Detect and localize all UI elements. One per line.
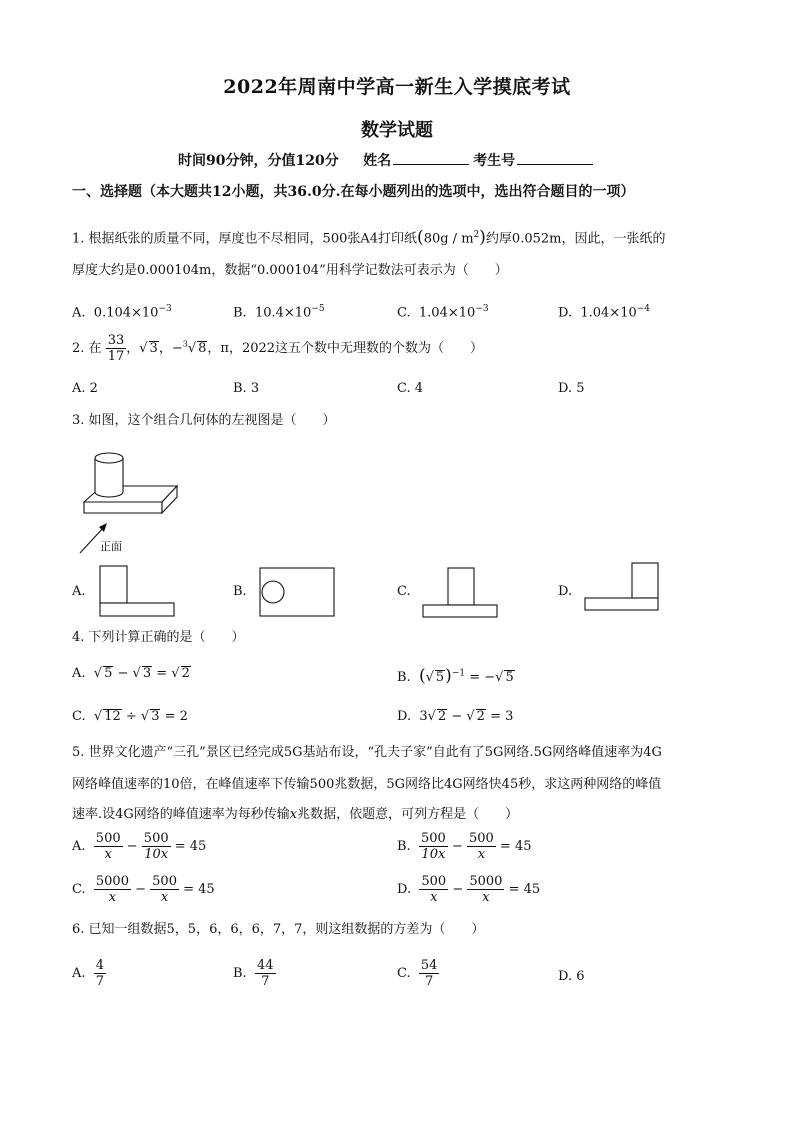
option-value: 1.04×10 [418, 305, 476, 321]
fraction [142, 831, 171, 862]
slab-front [84, 502, 162, 513]
option-letter: B. [233, 381, 247, 396]
fraction-numerator: 500 [420, 831, 446, 846]
q2-option-a[interactable] [72, 381, 98, 396]
radicand: 2 [476, 709, 485, 724]
student-id-label: 考生号 [473, 153, 516, 169]
fraction-denominator: 10x [421, 847, 446, 862]
q2-suffix: ，2022这五个数中无理数的个数为（ ） [228, 341, 484, 356]
cylinder-body [95, 458, 123, 497]
q1-paren-open: ( [417, 227, 424, 248]
option-letter: B. [233, 305, 247, 321]
option-letter: C. [397, 381, 411, 396]
inner-circle [262, 581, 284, 603]
fraction [94, 831, 123, 862]
option-letter: D. [397, 709, 412, 724]
q1-paper-weight: 80g / m [423, 231, 474, 247]
q3-option-b-label[interactable]: B. [233, 584, 247, 599]
option-letter: D. [558, 305, 573, 321]
equation-rhs: = 45 [183, 882, 215, 897]
fraction [94, 874, 131, 905]
paren: ) [445, 666, 452, 686]
q1-text-a: 1. 根据纸张的质量不同，厚度也不尽相同， [72, 231, 323, 247]
q1-option-b[interactable] [233, 304, 325, 320]
radicand: 5 [505, 670, 514, 685]
fraction-numerator: 5000 [469, 874, 503, 889]
fraction [419, 958, 440, 989]
fraction-numerator: 33 [107, 333, 125, 348]
base-rect [100, 603, 174, 616]
exponent: −1 [451, 668, 466, 679]
fraction-denominator: x [477, 847, 486, 862]
radicand: 3 [151, 709, 160, 724]
radicand: 3 [142, 666, 152, 681]
q5-option-c[interactable]: C. $\frac{5000}{x}$ − $\frac{500}{x}$ = 45 [72, 874, 215, 905]
equation-rhs: = 45 [508, 882, 541, 897]
q1-text-d: ，因此，一张纸的 [561, 231, 666, 247]
q3-option-a-figure[interactable] [99, 565, 179, 619]
fraction [419, 831, 448, 862]
option-letter: A. [72, 839, 86, 854]
student-id-blank[interactable] [517, 150, 593, 165]
q3-option-c-label[interactable]: C. [397, 584, 411, 599]
q1-paren-close: ) [479, 227, 486, 248]
option-value: 4 [414, 381, 424, 396]
q5-option-a[interactable]: A. $\frac{500}{x}$ − $\frac{500}{10x}$ = 45 [72, 831, 207, 862]
option-letter: A. [72, 966, 86, 981]
fraction-numerator: 54 [420, 958, 438, 973]
q1-value: 0.000104m [137, 263, 212, 278]
option-value: 1.04×10 [580, 305, 637, 321]
radicand: 5 [104, 666, 113, 681]
q1-option-c[interactable] [397, 304, 489, 320]
option-value: 3 [250, 381, 260, 396]
q1-text-b: 张A4打印纸 [347, 231, 418, 247]
question-4: 4. 下列计算正确的是（ ） [72, 630, 245, 645]
front-label: 正面 [100, 540, 122, 553]
option-letter: C. [397, 305, 411, 321]
option-letter: A. [72, 381, 86, 396]
exam-title: 2022年周南中学高一新生入学摸底考试 [223, 76, 571, 98]
q2-cube-index: 3 [182, 339, 188, 349]
exam-subject: 数学试题 [361, 120, 433, 141]
fraction [150, 874, 179, 905]
radicand: 5 [435, 670, 445, 685]
q5-option-d[interactable]: D. $\frac{500}{x}$ − $\frac{5000}{x}$ = 45 [397, 874, 541, 905]
q4-option-b[interactable]: B. (√ 5)$^{-1}$ = −√ 5 [397, 666, 514, 686]
question-1-line-1 [72, 226, 665, 248]
exam-time-score: 时间90分钟，分值120分 [178, 153, 339, 169]
tall-rect [448, 568, 474, 605]
base-rect [585, 598, 658, 610]
q3-option-a-label[interactable]: A. [72, 584, 86, 599]
name-blank[interactable] [393, 150, 469, 165]
q2-pi: π [220, 341, 229, 356]
q2-option-d[interactable] [558, 381, 585, 396]
fraction-denominator: 7 [261, 974, 270, 989]
option-exp: −3 [158, 304, 172, 314]
radicand: 12 [104, 709, 121, 724]
question-5-line-2: 网络峰值速率的10倍，在峰值速率下传输500兆数据，5G网络比4G网络快45秒，求这两种网络的峰值 [72, 777, 662, 792]
option-letter: D. [558, 969, 573, 984]
question-3: 3. 如图，这个组合几何体的左视图是（ ） [72, 413, 336, 428]
q1-500: 500 [322, 231, 348, 247]
section-title: 一、选择题（本大题共12小题，共36.0分.在每小题列出的选项中，选出符合题目的一项） [72, 184, 635, 200]
q3-solid-figure [72, 440, 192, 560]
option-letter: C. [72, 709, 86, 724]
equation-rhs: = 45 [174, 839, 207, 854]
q2-option-c[interactable] [397, 381, 423, 396]
q6-option-b[interactable] [233, 958, 276, 989]
fraction-denominator: x [430, 890, 438, 905]
cylinder-top [95, 453, 123, 463]
question-6: 6. 已知一组数据5，5，6，6，6，7，7，则这组数据的方差为（ ） [72, 922, 485, 937]
option-letter: B. [397, 670, 411, 685]
option-letter: B. [397, 839, 411, 854]
q1-text-e: 厚度大约是 [72, 263, 138, 278]
paren: ( [418, 666, 426, 686]
q4-option-a[interactable]: A. √ 5 − √ 3 = √ 2 [72, 666, 190, 681]
equation-rhs: = 45 [499, 839, 532, 854]
q2-cuberoot8: 8 [198, 341, 207, 356]
option-letter: A. [72, 305, 86, 321]
option-exp: −4 [636, 304, 651, 314]
fraction-denominator: 17 [107, 349, 125, 364]
q6-option-c[interactable] [397, 958, 439, 989]
fraction-denominator: x [104, 847, 112, 862]
fraction [94, 958, 106, 989]
q1-text-c: 约厚 [485, 231, 512, 247]
q2-fraction [106, 333, 127, 364]
q5-text-a: 速率.设4G网络的峰值速率为每秒传输 [72, 807, 290, 822]
fraction-numerator: 4 [95, 958, 105, 973]
fraction-numerator: 500 [468, 831, 494, 846]
q6-option-a[interactable] [72, 958, 106, 989]
q2-option-b[interactable] [233, 381, 259, 396]
q1-option-d[interactable] [558, 304, 650, 320]
fraction-denominator: 10x [144, 847, 169, 862]
option-letter: D. [397, 882, 412, 897]
fraction-denominator: x [482, 890, 490, 905]
question-5-line-1: 5. 世界文化遗产“三孔”景区已经完成5G基站布设，“孔夫子家”自此有了5G网络.5G网络峰值速率为4G [72, 745, 662, 760]
fraction-denominator: x [108, 890, 117, 905]
tall-rect [100, 566, 127, 603]
fraction [419, 874, 448, 905]
fraction-numerator: 44 [256, 958, 274, 973]
q5-option-b[interactable]: B. $\frac{500}{10x}$ − $\frac{500}{x}$ = 45 [397, 831, 532, 862]
fraction-numerator: 5000 [95, 874, 129, 889]
option-letter: C. [72, 882, 86, 897]
q1-option-a[interactable] [72, 304, 172, 320]
question-1-line-2 [72, 262, 508, 280]
option-exp: −3 [475, 304, 489, 314]
option-value: 6 [576, 969, 585, 984]
q6-option-d[interactable] [558, 969, 585, 984]
q3-option-c-figure[interactable] [422, 567, 502, 621]
question-2: 2. 在 $\frac{33}{17}$ ，√ 3，−$^3$√ 8，π，2022这五个数中无理数的个数为（ ） [72, 333, 484, 364]
fraction [467, 831, 496, 862]
q1-text-g: ”用科学记数法可表示为（ ） [319, 263, 508, 278]
option-exp: −5 [311, 304, 325, 314]
q2-sqrt3: 3 [149, 341, 158, 356]
option-letter: B. [233, 966, 247, 981]
name-label: 姓名 [363, 153, 392, 169]
q5-variable-x: x [289, 807, 298, 822]
q1-value-2: 0.000104 [257, 263, 320, 278]
q3-option-d-figure[interactable] [584, 562, 664, 616]
fraction-numerator: 500 [421, 874, 447, 889]
fraction [467, 874, 504, 905]
tall-rect [632, 563, 658, 598]
q3-option-b-figure[interactable] [259, 567, 337, 621]
exam-info-line [178, 150, 597, 170]
base-rect [423, 605, 497, 617]
q3-option-d-label[interactable]: D. [558, 584, 573, 599]
fraction-denominator: x [160, 890, 169, 905]
question-5-line-3 [72, 806, 518, 824]
radicand: 2 [181, 666, 190, 681]
q2-prefix: 2. 在 [72, 341, 102, 356]
option-letter: D. [558, 381, 573, 396]
fraction-numerator: 500 [143, 831, 169, 846]
fraction-denominator: 7 [95, 974, 105, 989]
fraction-numerator: 500 [95, 831, 121, 846]
q4-option-c[interactable]: C. √ 12 ÷ √ 3 = 2 [72, 709, 188, 724]
q1-text-f: ，数据“ [211, 263, 258, 278]
q1-paper-exp: 2 [473, 230, 480, 240]
q1-thickness: 0.052m [511, 231, 562, 247]
q4-option-d[interactable]: D. 3√ 2 − √ 2 = 3 [397, 709, 514, 724]
option-letter: C. [397, 966, 411, 981]
fraction [255, 958, 276, 989]
option-value: 5 [576, 381, 585, 396]
option-value: 10.4×10 [254, 305, 312, 321]
fraction-denominator: 7 [425, 974, 434, 989]
option-value: 0.104×10 [93, 305, 159, 321]
q5-text-b: 兆数据，依题意，可列方程是（ ） [297, 807, 519, 822]
option-value: 2 [89, 381, 98, 396]
radicand: 2 [437, 709, 447, 724]
option-letter: A. [72, 666, 86, 681]
fraction-numerator: 500 [152, 874, 177, 889]
